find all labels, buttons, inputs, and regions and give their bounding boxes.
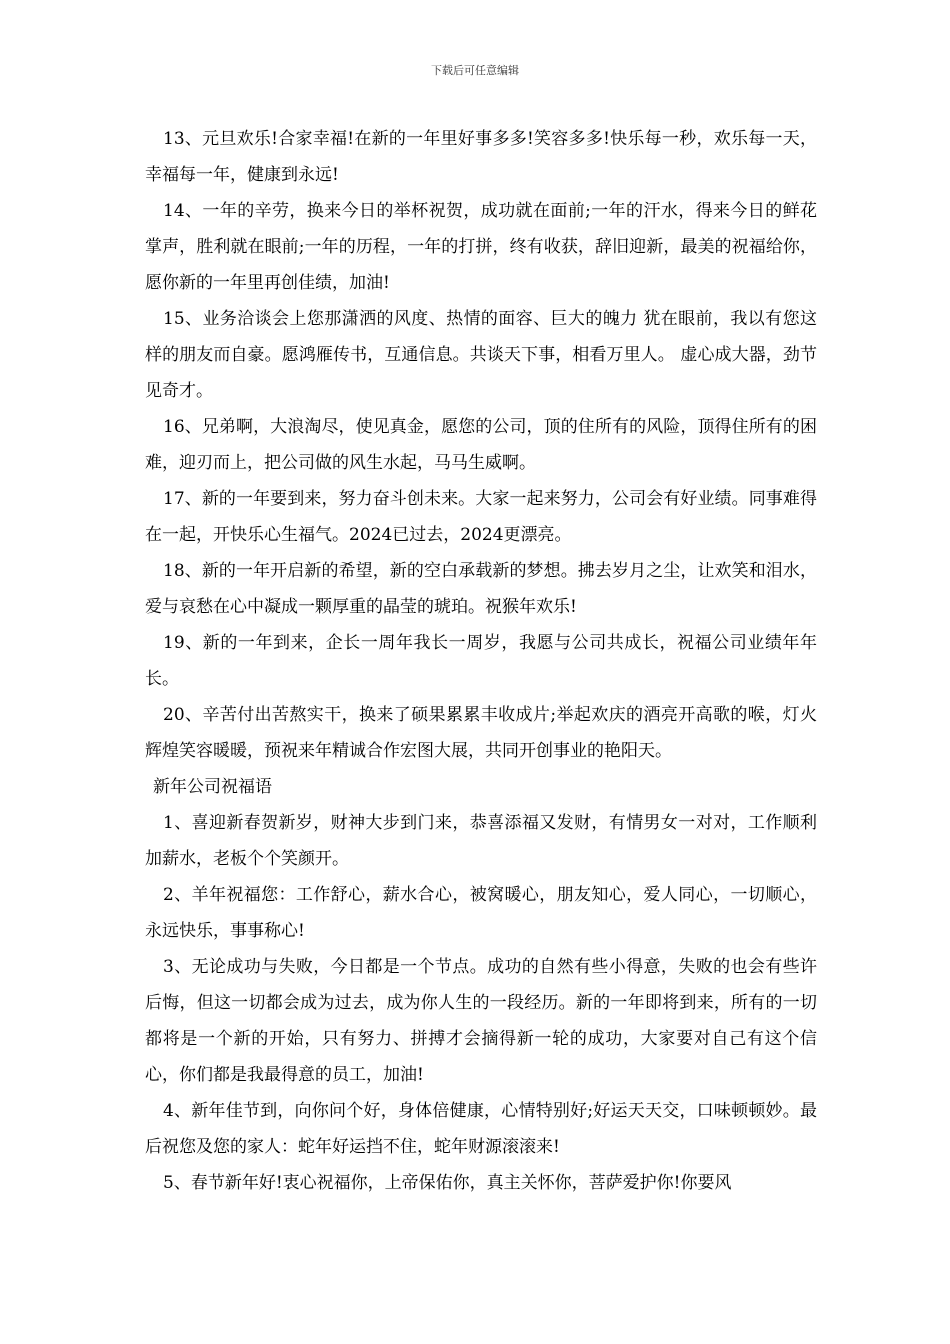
- page-header: 下载后可任意编辑: [431, 64, 519, 77]
- paragraph-20: 20、辛苦付出苦熬实干，换来了硕果累累丰收成片;举起欢庆的酒亮开高歌的喉，灯火辉煌笑容暖暖，预祝来年精诚合作宏图大展，共同开创事业的艳阳天。: [145, 705, 817, 761]
- paragraph-5: 5、春节新年好!衷心祝福你，上帝保佑你，真主关怀你，菩萨爱护你!你要风: [163, 1173, 732, 1193]
- paragraph-17: 17、新的一年要到来，努力奋斗创未来。大家一起来努力，公司会有好业绩。同事难得在一起，开快乐心生福气。2024已过去，2024更漂亮。: [145, 489, 817, 545]
- paragraph-13: 13、元旦欢乐!合家幸福!在新的一年里好事多多!笑容多多!快乐每一秒，欢乐每一天，幸福每一年，健康到永远!: [145, 129, 817, 185]
- paragraph-1: 1、喜迎新春贺新岁，财神大步到门来，恭喜添福又发财，有情男女一对对，工作顺利加薪水，老板个个笑颜开。: [145, 813, 817, 869]
- paragraph-16: 16、兄弟啊，大浪淘尽，使见真金，愿您的公司，顶的住所有的风险，顶得住所有的困难，迎刃而上，把公司做的风生水起，马马生威啊。: [145, 417, 817, 473]
- paragraph-14: 14、一年的辛劳，换来今日的举杯祝贺，成功就在面前;一年的汗水，得来今日的鲜花掌声，胜利就在眼前;一年的历程，一年的打拼，终有收获，辞旧迎新，最美的祝福给你，愿你新的一年里再创佳绩，加油!: [145, 201, 817, 293]
- section-heading: 新年公司祝福语: [153, 777, 272, 797]
- paragraph-15: 15、业务洽谈会上您那潇洒的风度、热情的面容、巨大的魄力 犹在眼前，我以有您这样的朋友而自豪。愿鸿雁传书，互通信息。共谈天下事，相看万里人。 虚心成大器，劲节见奇才。: [145, 309, 817, 401]
- paragraph-2: 2、羊年祝福您：工作舒心，薪水合心，被窝暖心，朋友知心，爱人同心，一切顺心，永远快乐，事事称心!: [145, 885, 817, 941]
- paragraph-19: 19、新的一年到来，企长一周年我长一周岁，我愿与公司共成长，祝福公司业绩年年长。: [145, 633, 817, 689]
- paragraph-3: 3、无论成功与失败，今日都是一个节点。成功的自然有些小得意，失败的也会有些许后悔，但这一切都会成为过去，成为你人生的一段经历。新的一年即将到来，所有的一切都将是一个新的开始，只有努力、拼搏才会摘得新一轮的成功，大家要对自己有这个信心，你们都是我最得意的员工，加油!: [145, 957, 817, 1085]
- paragraph-18: 18、新的一年开启新的希望，新的空白承载新的梦想。拂去岁月之尘，让欢笑和泪水，爱与哀愁在心中凝成一颗厚重的晶莹的琥珀。祝猴年欢乐!: [145, 561, 817, 617]
- document-body: [145, 121, 817, 1201]
- paragraph-4: 4、新年佳节到，向你问个好，身体倍健康，心情特别好;好运天天交，口味顿顿妙。最后祝您及您的家人：蛇年好运挡不住，蛇年财源滚滚来!: [145, 1101, 817, 1157]
